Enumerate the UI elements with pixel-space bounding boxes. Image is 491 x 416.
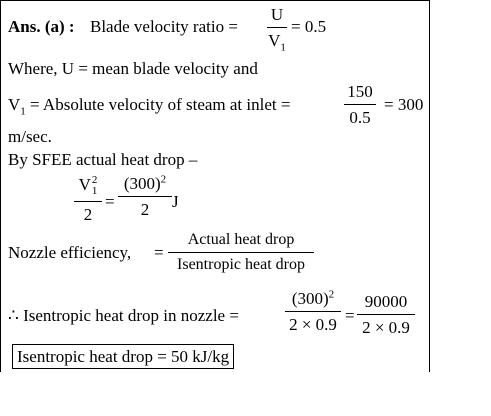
nozzle-efficiency-label: Nozzle efficiency, xyxy=(8,243,132,262)
fraction-bar xyxy=(285,311,341,312)
eq1-lhs-fraction xyxy=(74,175,102,223)
ratio-denominator xyxy=(268,31,286,54)
eq3-second-fraction xyxy=(357,293,415,336)
eq1-unit: J xyxy=(172,192,179,211)
ratio-numerator: U xyxy=(270,5,284,24)
efficiency-numerator: Actual heat drop xyxy=(187,231,295,248)
fraction-bar xyxy=(168,252,314,253)
eq1-rhs-denominator: 2 xyxy=(140,200,150,219)
velocity-result: = 300 xyxy=(384,95,424,114)
eq1-v-sub: 1 xyxy=(91,185,98,197)
isentropic-heat-drop-label: ∴ Isentropic heat drop in nozzle = xyxy=(8,306,239,325)
absolute-velocity-line xyxy=(8,95,291,118)
eq1-lhs-denominator: 2 xyxy=(83,205,93,224)
eq2-equals: = xyxy=(154,243,164,262)
result-box xyxy=(12,344,234,369)
eq1-equals: = xyxy=(105,192,115,211)
eq3-first-fraction xyxy=(285,290,341,333)
eq3-num1-base: (300) xyxy=(291,289,329,308)
fraction-bar xyxy=(357,314,415,315)
fraction-bar xyxy=(267,27,287,28)
ratio-den-base: V xyxy=(268,31,281,50)
eq3-first-denominator: 2 × 0.9 xyxy=(289,315,337,334)
where-line: Where, U = mean blade velocity and xyxy=(8,59,258,78)
eq1-rhs-base: (300) xyxy=(123,174,161,193)
fraction-bar xyxy=(344,104,376,105)
eq1-rhs-sup: 2 xyxy=(160,173,167,186)
absolute-velocity-text: = Absolute velocity of steam at inlet = xyxy=(25,95,291,114)
fraction-bar xyxy=(74,201,102,202)
efficiency-denominator: Isentropic heat drop xyxy=(177,256,305,273)
eq1-rhs-numerator xyxy=(124,175,166,192)
units-line: m/sec. xyxy=(8,127,52,146)
eq3-second-numerator: 90000 xyxy=(364,292,408,311)
eq1-v-sup: 2 xyxy=(91,174,98,186)
v1-symbol: V xyxy=(8,95,21,114)
velocity-fraction xyxy=(344,83,376,126)
eq1-v-symbol: V xyxy=(78,174,91,194)
result-text: Isentropic heat drop = 50 kJ/kg xyxy=(17,347,230,366)
ratio-den-sub: 1 xyxy=(280,41,286,54)
blade-velocity-ratio-text: Blade velocity ratio = xyxy=(90,17,238,36)
eq1-lhs-numerator xyxy=(79,175,98,197)
answer-label: Ans. (a) : xyxy=(8,17,75,36)
v1-subscript: 1 xyxy=(20,105,26,118)
eq3-num1-sup: 2 xyxy=(328,288,335,301)
fraction-bar xyxy=(118,196,172,197)
eq3-second-denominator: 2 × 0.9 xyxy=(362,318,410,337)
efficiency-fraction xyxy=(168,232,314,273)
ratio-fraction xyxy=(267,5,287,54)
ratio-result: = 0.5 xyxy=(291,17,327,36)
eq1-rhs-fraction xyxy=(118,175,172,218)
velocity-numerator: 150 xyxy=(347,82,373,101)
eq3-first-numerator xyxy=(292,290,334,307)
eq3-equals: = xyxy=(345,306,355,325)
sfee-line: By SFEE actual heat drop – xyxy=(8,150,198,169)
velocity-denominator: 0.5 xyxy=(349,108,371,127)
